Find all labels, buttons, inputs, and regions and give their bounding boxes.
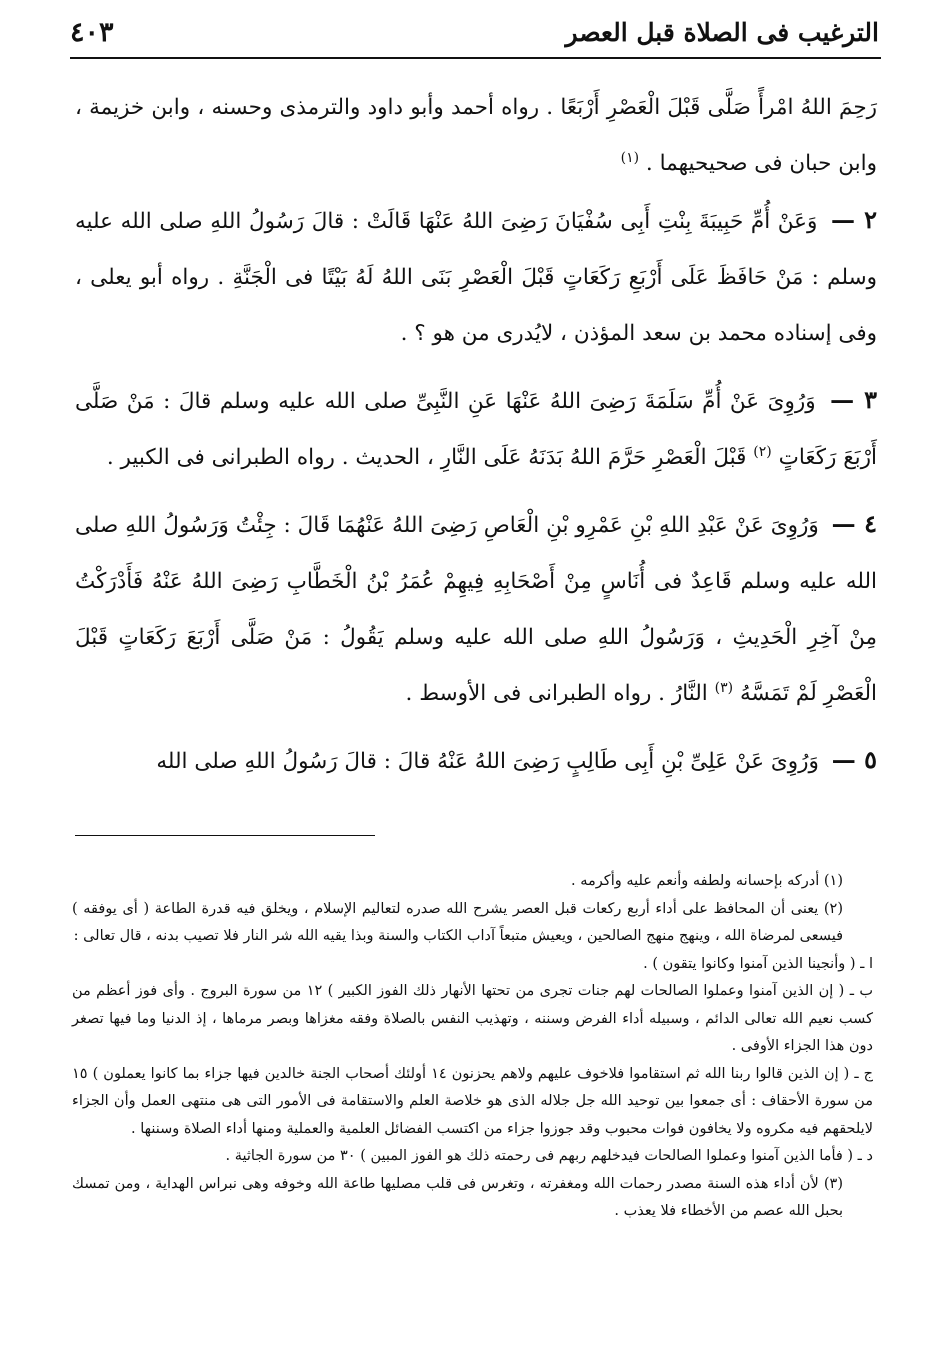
hadith-number: ٥ — — [831, 745, 877, 774]
footnote-marker-1: (١) — [620, 149, 640, 166]
hadith-text-continued: النَّارُ . رواه الطبرانى فى الأوسط . — [405, 681, 708, 706]
hadith-text: وَرُوِىَ عَنْ أُمِّ سَلَمَةَ رَضِىَ اللهُ عَنْهَا عَنِ النَّبِىِّ صلى الله عليه وسلم قالَ : مَنْ صَلَّى أَرْبَعَ رَكَعَاتٍ — [75, 389, 877, 470]
hadith-5 — [75, 732, 877, 790]
main-text — [75, 80, 877, 790]
footnote-marker-2: (٢) — [753, 443, 772, 460]
hadith-4 — [75, 496, 877, 722]
footnote-3: (٣) لأن أداء هذه السنة مصدر رحمات الله ومغفرته ، وتغرس فى قلب مصليها طاعة الله وخوفه وهى نبراس الهداية ، ومن تمسك بحبل الله عصم من الأخطاء فلا يعذب . — [72, 1175, 843, 1219]
footnote-2-item-c: ج ـ ( إن الذين قالوا ربنا الله ثم استقاموا فلاخوف عليهم ولاهم يحزنون ١٤ أولئك أصحاب الجنة خالدين فيها جزاء بما كانوا يعملون ) ١٥ من سورة الأحقاف : أى جمعوا بين توحيد الله جل جلاله الذى هو خلاصة العلم والاستقامة فى الأمور التى هى منتهى العمل وأن الجزاء لايلحقهم فيه مكروه ولا يخافون فوات محبوب وقد جوزوا جزاء من اكتسب الفضائل العلمية والعملية ومنها أداء الصلاة وسننها . — [72, 1065, 873, 1137]
page-title: الترغيب فى الصلاة قبل العصر — [565, 17, 879, 47]
hadith-number: ٤ — — [831, 509, 878, 538]
footnote-2-item-a: ا ـ ( وأنجينا الذين آمنوا وكانوا يتقون ) . — [643, 955, 873, 972]
footnotes — [72, 868, 873, 1226]
footnote-2-item-d: د ـ ( فأما الذين آمنوا وعملوا الصالحات فيدخلهم ربهم فى رحمته ذلك هو الفوز المبين ) ٣٠ من سورة الجاثية . — [225, 1148, 873, 1164]
hadith-number: ٣ — — [830, 385, 877, 414]
hadith-2 — [75, 192, 877, 362]
hadith-text-continued: قَبْلَ الْعَصْرِ حَرَّمَ اللهُ بَدَنَهُ عَلَى النَّارِ ، الحديث . رواه الطبرانى فى الكبير . — [106, 445, 747, 470]
footnote-1: (١) أدركه بإحسانه ولطفه وأنعم عليه وأكرمه . — [571, 873, 843, 889]
page-number: ٤٠٣ — [70, 16, 114, 48]
footnote-2-item-b: ب ـ ( إن الذين آمنوا وعملوا الصالحات لهم جنات تجرى من تحتها الأنهار ذلك الفوز الكبير ) ١٢ من سورة البروج . وأى فوز أعظم من كسب نعيم الله تعالى الدائم ، وسبيله أداء الفرض وسننه ، وتهذيب النفس بالصلاة وفقه مغزاها وبصر مرماها ، إذ الدنيا وما فيها تصغر دون هذا الجزاء الأوفى . — [72, 983, 873, 1054]
hadith-number: ٢ — — [830, 205, 877, 234]
hadith-3 — [75, 372, 877, 486]
footnote-divider — [75, 835, 375, 836]
intro-text: رَحِمَ اللهُ امْرأً صَلَّى قَبْلَ الْعَصْرِ أَرْبَعًا . رواه أحمد وأبو داود والترمذى وحسنه ، وابن خزيمة ، وابن حبان فى صحيحيهما . — [75, 95, 877, 176]
intro-paragraph — [75, 80, 877, 192]
header-divider — [70, 57, 881, 59]
hadith-text: وَعَنْ أُمِّ حَبِيبَةَ بِنْتِ أَبِى سُفْيَانَ رَضِىَ اللهُ عَنْهَا قَالَتْ : قالَ رَسُولُ اللهِ صلى الله عليه وسلم : مَنْ حَافَظَ عَلَى أَرْبَعِ رَكَعَاتٍ قَبْلَ الْعَصْرِ بَنَى اللهُ لَهُ بَيْتًا فى الْجَنَّةِ . رواه أبو يعلى ، وفى إسناده محمد بن سعد المؤذن ، لايُدرى من هو ؟ . — [75, 209, 877, 346]
footnote-marker-3: (٣) — [714, 679, 734, 696]
hadith-text: وَرُوِىَ عَنْ عَبْدِ اللهِ بْنِ عَمْرِو بْنِ الْعَاصِ رَضِىَ اللهُ عَنْهُمَا قَالَ : جِئْتُ وَرَسُولُ اللهِ صلى الله عليه وسلم قَاعِدٌ فى أُنَاسٍ مِنْ أَصْحَابِهِ فِيهِمْ عُمَرُ بْنُ الْخَطَّابِ رَضِىَ اللهُ عَنْهُ فَأَدْرَكْتُ مِنْ آخِرِ الْحَدِيثِ ، وَرَسُولُ اللهِ صلى الله عليه وسلم يَقُولُ : مَنْ صَلَّى أَرْبَعَ رَكَعَاتٍ قَبْلَ الْعَصْرِ لَمْ تَمَسَّهُ — [75, 513, 877, 706]
page-header — [70, 10, 879, 54]
footnote-2: (٢) يعنى أن المحافظ على أداء أربع ركعات قبل العصر يشرح الله صدره لتعاليم الإسلام ، ويخلق فيه قدرة الطاعة ( أى يوفقه ) فيسعى لمرضاة الله ، وينهج منهج الصالحين ، ويعيش متبعاً آداب الكتاب والسنة وبذا يقيه الله شر النار فلا تصيب بدنه ، قال تعالى : — [72, 900, 843, 944]
hadith-text: وَرُوِىَ عَنْ عَلِىِّ بْنِ أَبِى طَالِبٍ رَضِىَ اللهُ عَنْهُ قالَ : قالَ رَسُولُ اللهِ صلى الله — [156, 749, 819, 774]
